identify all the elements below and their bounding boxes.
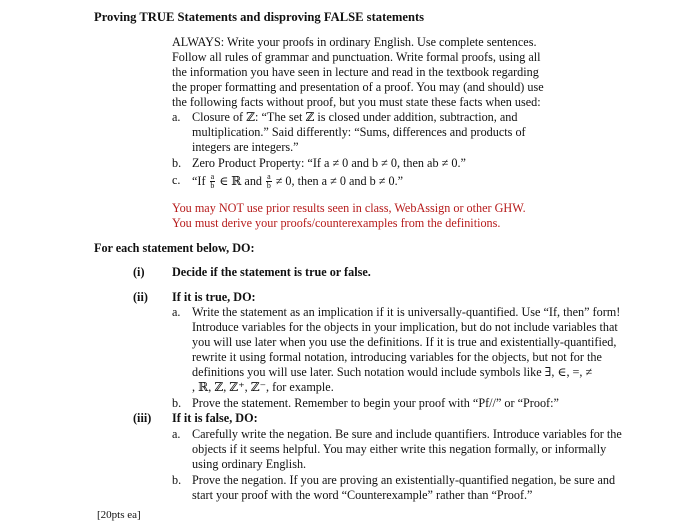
fact-a-line-3: integers are integers.” [192,140,299,154]
step-ii-a-line-5: definitions you will use later. Such notation would include symbols like ∃, ∈, =, ≠ [192,365,593,379]
fact-b-line: Zero Product Property: “If a ≠ 0 and b ≠ 0, then ab ≠ 0.” [192,156,466,170]
always-line-4: the proper formatting and presentation of a proof. You may (and should) use [172,80,544,94]
fact-b-marker: b. [172,156,182,170]
step-ii-b-line: Prove the statement. Remember to begin your proof with “Pf//” or “Proof:” [192,396,559,410]
for-each-heading: For each statement below, DO: [94,241,255,255]
fact-c-open: “If [192,174,206,188]
fact-a-line-2: multiplication.” Said differently: “Sums, differences and products of [192,125,526,139]
fact-a-line-1: Closure of ℤ: “The set ℤ is closed under addition, subtraction, and [192,110,518,124]
step-ii-label: (ii) [133,290,148,304]
step-iii-a-marker: a. [172,427,181,441]
footer-points-fragment: [20pts ea] [97,509,141,521]
warning-line-1: You may NOT use prior results seen in class, WebAssign or other GHW. [172,201,526,215]
step-i-label: (i) [133,265,145,279]
step-ii-heading: If it is true, DO: [172,290,256,304]
step-iii-a-line-3: using ordinary English. [192,457,307,471]
step-i-text: Decide if the statement is true or false. [172,265,371,279]
step-ii-a-line-6: , ℝ, ℤ, ℤ⁺, ℤ⁻, for example. [192,380,334,394]
step-ii-b-marker: b. [172,396,182,410]
step-ii-a-line-1: Write the statement as an implication if it is universally-quantified. Use “If, then” form! [192,305,621,319]
document-title: Proving TRUE Statements and disproving FALSE statements [94,10,425,24]
fact-c-line [192,173,403,190]
fact-c-mid-1: ∈ ℝ and [219,174,263,188]
step-iii-b-marker: b. [172,473,182,487]
step-ii-a-line-4: rewrite it using formal notation, introducing variables for the objects, but not for the [192,350,602,364]
always-line-2: Follow all rules of grammar and punctuation. Write formal proofs, using all [172,50,541,64]
fraction-a-over-b: $\frac{a}{b}$ [210,172,215,190]
step-iii-b-line-2: start your proof with the word “Counterexample” rather than “Proof.” [192,488,533,502]
fact-c-marker: c. [172,173,181,187]
warning-line-2: You must derive your proofs/counterexamples from the definitions. [172,216,501,230]
always-line-5: the following facts without proof, but you must state these facts when used: [172,95,541,109]
always-line-3: the information you have seen in lecture and read in the textbook regarding [172,65,539,79]
step-ii-a-line-3: you will use later when you use the definitions. If it is true and existentially-quantified, [192,335,617,349]
step-iii-a-line-1: Carefully write the negation. Be sure and include quantifiers. Introduce variables for the [192,427,622,441]
always-line-1: ALWAYS: Write your proofs in ordinary English. Use complete sentences. [172,35,537,49]
fact-a-marker: a. [172,110,181,124]
fraction-a-over-b-2: $\frac{a}{b}$ [266,172,271,190]
step-iii-a-line-2: objects if it seems helpful. You may either write this negation formally, or informally [192,442,607,456]
step-ii-a-marker: a. [172,305,181,319]
step-iii-label: (iii) [133,411,152,425]
fact-c-mid-2: ≠ 0, then a ≠ 0 and b ≠ 0.” [275,174,404,188]
step-iii-heading: If it is false, DO: [172,411,258,425]
step-iii-b-line-1: Prove the negation. If you are proving an existentially-quantified negation, be sure and [192,473,616,487]
step-ii-a-line-2: Introduce variables for the objects in your implication, but do not include variables that [192,320,618,334]
